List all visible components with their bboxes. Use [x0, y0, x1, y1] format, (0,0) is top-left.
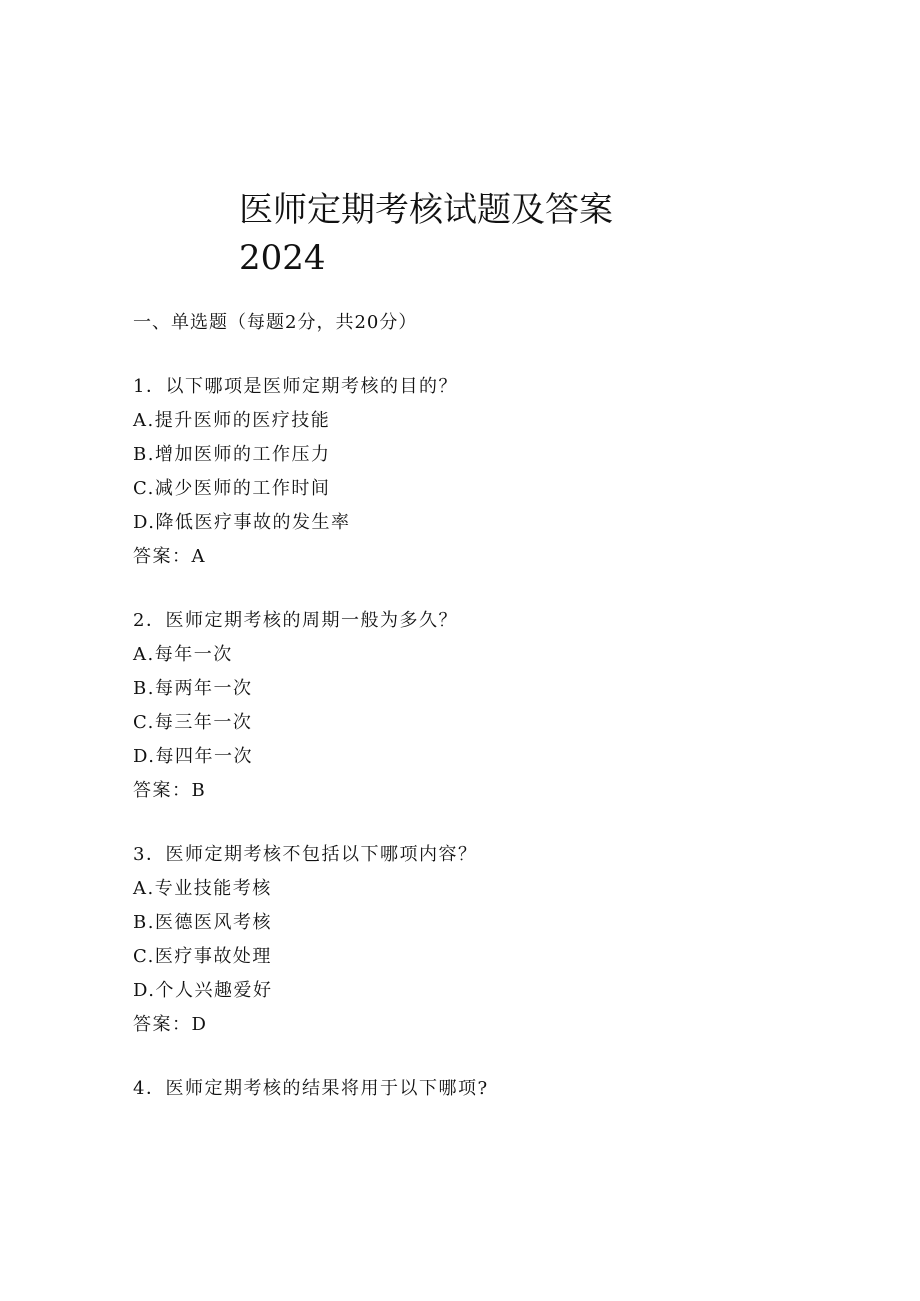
option-c: C.医疗事故处理: [133, 946, 272, 967]
answer: 答案：D: [133, 1014, 208, 1035]
option-a: A.每年一次: [133, 644, 233, 665]
option-b: B.每两年一次: [133, 678, 253, 699]
question-3: [133, 838, 477, 1042]
question-1: [133, 370, 458, 574]
title-line-2: 2024: [239, 238, 326, 278]
option-a: A.专业技能考核: [133, 878, 272, 899]
option-d: D.每四年一次: [133, 746, 254, 767]
question-stem: 3．医师定期考核不包括以下哪项内容？: [133, 844, 478, 865]
title-line-1: 医师定期考核试题及答案: [239, 190, 613, 230]
question-2: [133, 604, 458, 808]
question-4: [133, 1072, 489, 1106]
question-stem: 4．医师定期考核的结果将用于以下哪项?: [133, 1078, 489, 1099]
question-stem: 2．医师定期考核的周期一般为多久？: [133, 610, 458, 631]
option-b: B.医德医风考核: [133, 912, 272, 933]
answer: 答案：B: [133, 780, 207, 801]
document-title: [239, 186, 613, 282]
option-c: C.减少医师的工作时间: [133, 478, 331, 499]
answer: 答案：A: [133, 546, 206, 567]
option-c: C.每三年一次: [133, 712, 253, 733]
option-d: D.个人兴趣爱好: [133, 980, 273, 1001]
option-d: D.降低医疗事故的发生率: [133, 512, 351, 533]
option-a: A.提升医师的医疗技能: [133, 410, 331, 431]
option-b: B.增加医师的工作压力: [133, 444, 331, 465]
section-heading: 一、单选题（每题2分，共20分）: [133, 312, 418, 333]
question-stem: 1．以下哪项是医师定期考核的目的？: [133, 376, 458, 397]
